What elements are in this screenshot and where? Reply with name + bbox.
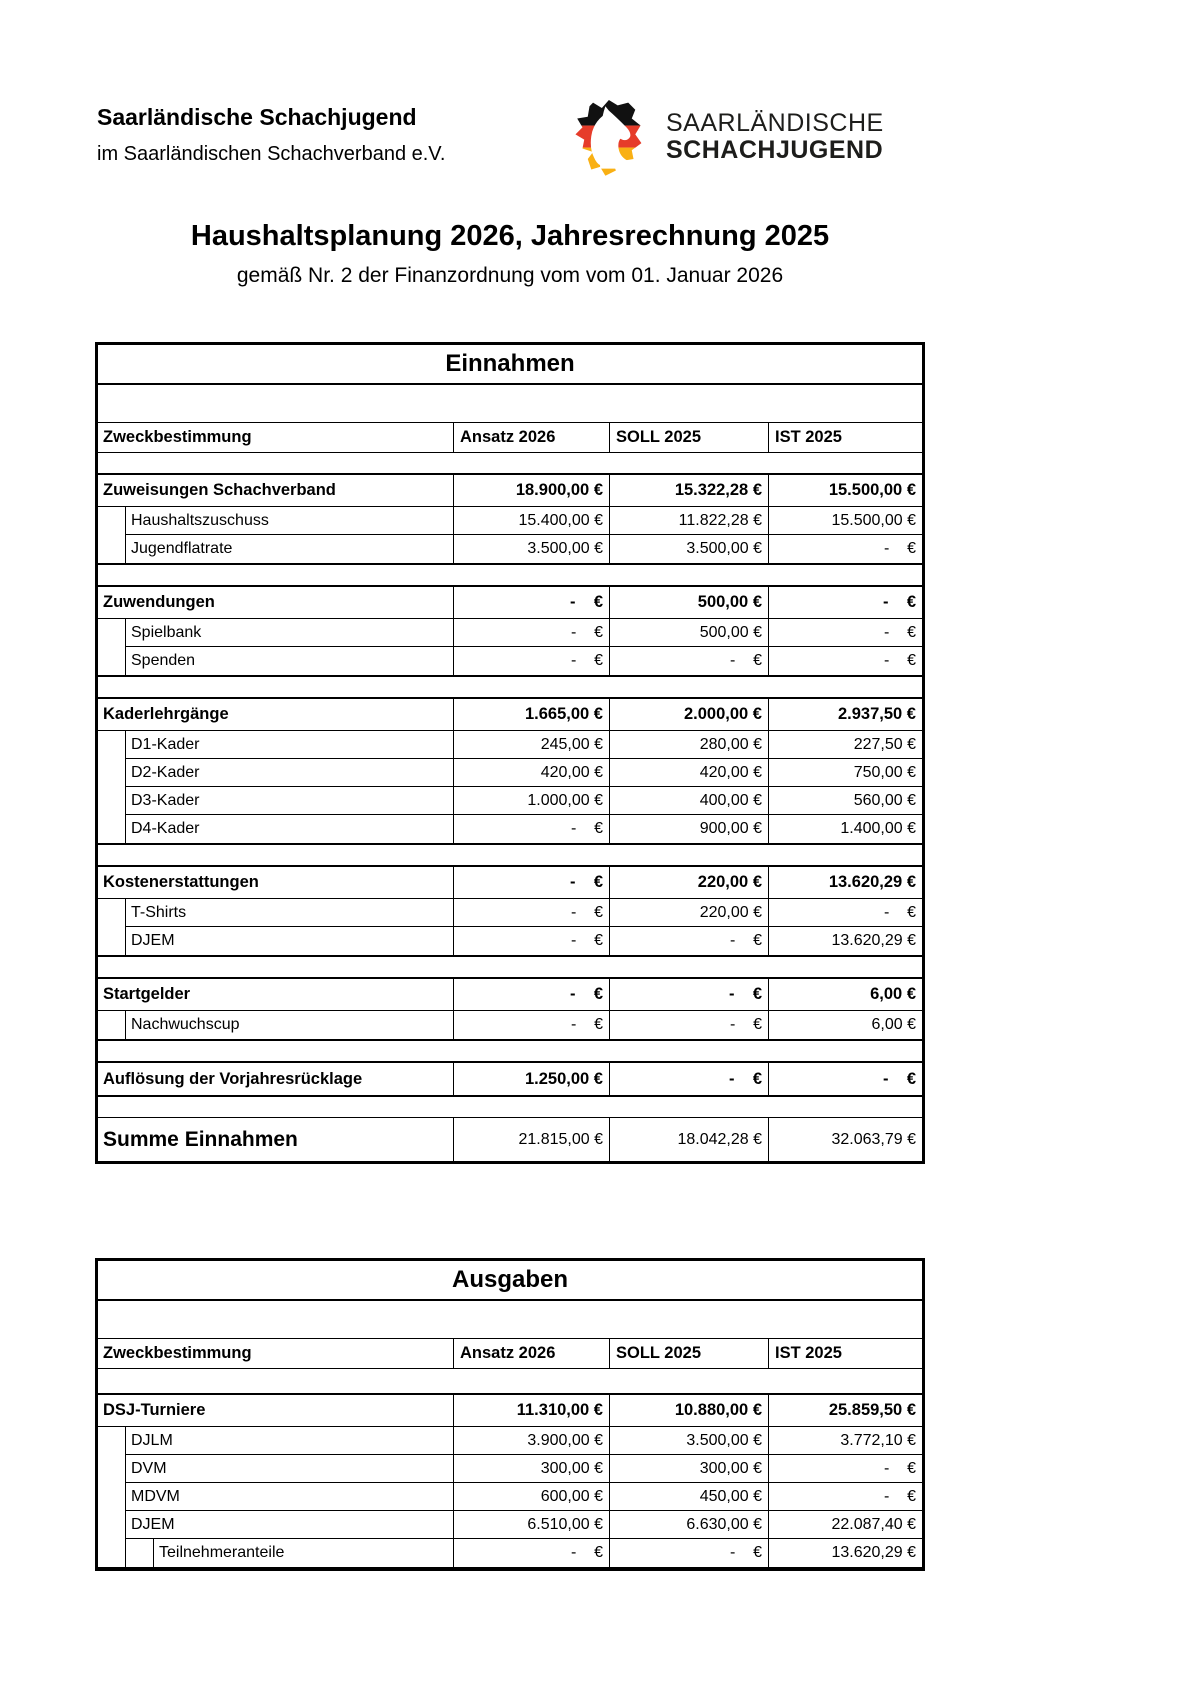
column-header-label: Zweckbestimmung (103, 428, 252, 446)
item-value: - € (768, 647, 922, 675)
section-value: - € (768, 1063, 922, 1095)
item-value: 3.500,00 € (609, 1427, 768, 1455)
table-title: Einnahmen (98, 345, 922, 385)
indent-cell (98, 787, 126, 815)
item-value: 220,00 € (609, 899, 768, 927)
column-header: IST 2025 (768, 423, 922, 452)
column-header: Ansatz 2026 (453, 1339, 609, 1368)
item-value: - € (453, 619, 609, 647)
section-value: 25.859,50 € (768, 1395, 922, 1426)
spacer-row (98, 453, 922, 473)
document-subtitle: gemäß Nr. 2 der Finanzordnung vom vom 01. Januar 2026 (236, 264, 784, 287)
item-value: 560,00 € (768, 787, 922, 815)
section-value: 15.322,28 € (609, 475, 768, 506)
item-value: - € (453, 1539, 609, 1567)
org-header (97, 104, 445, 166)
section-value: - € (609, 1063, 768, 1095)
section-row (98, 699, 922, 731)
item-value: 3.900,00 € (453, 1427, 609, 1455)
indent-cell (98, 619, 126, 647)
item-row (98, 787, 922, 815)
item-value: 3.500,00 € (453, 535, 609, 563)
item-label: T-Shirts (126, 899, 453, 927)
section-group (98, 697, 922, 845)
item-row (98, 535, 922, 563)
section-value: - € (609, 979, 768, 1010)
item-value: 13.620,29 € (768, 1539, 922, 1567)
item-value: 300,00 € (453, 1455, 609, 1483)
item-row (98, 647, 922, 675)
item-value: 900,00 € (609, 815, 768, 843)
column-header: SOLL 2025 (609, 423, 768, 452)
item-label: D4-Kader (131, 820, 200, 837)
section-label: Kostenerstattungen (103, 873, 259, 891)
item-row (98, 815, 922, 843)
spacer-row (98, 957, 922, 977)
saarland-map-knight-icon (564, 96, 652, 178)
item-row (98, 1511, 922, 1539)
item-value: 227,50 € (768, 731, 922, 759)
section-value: 13.620,29 € (768, 867, 922, 898)
section-group (98, 1061, 922, 1097)
section-value: 1.250,00 € (453, 1063, 609, 1095)
item-value: 6.510,00 € (453, 1511, 609, 1539)
section-group (98, 1393, 922, 1569)
item-value: - € (453, 927, 609, 955)
item-value: 500,00 € (609, 619, 768, 647)
section-value: 11.310,00 € (453, 1395, 609, 1426)
indent-cell (98, 1483, 126, 1511)
item-label: Spenden (131, 652, 196, 669)
item-value: 245,00 € (453, 731, 609, 759)
item-value: - € (768, 535, 922, 563)
item-label: D2-Kader (126, 759, 453, 787)
section-value: 220,00 € (609, 867, 768, 898)
document-title-block (95, 220, 925, 288)
item-label: Jugendflatrate (131, 540, 233, 557)
item-value: - € (453, 899, 609, 927)
item-value: - € (453, 1011, 609, 1039)
item-row (98, 731, 922, 759)
item-row (98, 1483, 922, 1511)
item-row (98, 1427, 922, 1455)
section-value: 18.900,00 € (453, 475, 609, 506)
item-value: - € (453, 647, 609, 675)
item-value: 15.400,00 € (453, 507, 609, 535)
item-value: 400,00 € (609, 787, 768, 815)
item-row (98, 1539, 922, 1567)
spacer-row (98, 677, 922, 697)
section-label: Zuwendungen (103, 593, 215, 611)
spacer-row (98, 1097, 922, 1117)
item-value: - € (768, 619, 922, 647)
total-value: 21.815,00 € (453, 1118, 609, 1161)
item-row (98, 759, 922, 787)
item-value: 420,00 € (609, 759, 768, 787)
item-value: 15.500,00 € (768, 507, 922, 535)
section-label: Auflösung der Vorjahresrücklage (103, 1069, 363, 1088)
section-value: 2.937,50 € (768, 699, 922, 730)
total-value: 18.042,28 € (609, 1118, 768, 1161)
section-value: 10.880,00 € (609, 1395, 768, 1426)
item-label: DJEM (126, 1511, 453, 1539)
indent-cell (98, 1427, 126, 1455)
section-row (98, 979, 922, 1011)
item-label: DJLM (126, 1427, 453, 1455)
item-value: 3.772,10 € (768, 1427, 922, 1455)
logo-wordmark (666, 110, 884, 164)
item-label: Spielbank (126, 619, 453, 647)
item-value: 750,00 € (768, 759, 922, 787)
section-value: - € (768, 587, 922, 618)
section-row (98, 1395, 922, 1427)
section-group (98, 865, 922, 957)
item-value: 11.822,28 € (609, 507, 768, 535)
item-value: - € (609, 927, 768, 955)
item-value: - € (609, 1539, 768, 1567)
item-value: - € (768, 1483, 922, 1511)
item-value: - € (453, 815, 609, 843)
section-value: - € (453, 979, 609, 1010)
column-header: IST 2025 (768, 1339, 922, 1368)
indent-cell (98, 731, 126, 759)
column-header: SOLL 2025 (609, 1339, 768, 1368)
item-value: 450,00 € (609, 1483, 768, 1511)
spacer-row (98, 1369, 922, 1393)
item-value: 280,00 € (609, 731, 768, 759)
item-row (98, 619, 922, 647)
indent-cell (98, 647, 126, 675)
column-header: Ansatz 2026 (453, 423, 609, 452)
indent-cell (98, 535, 126, 563)
item-value: 6.630,00 € (609, 1511, 768, 1539)
item-label: Nachwuchscup (131, 1016, 240, 1033)
total-value: 32.063,79 € (768, 1118, 922, 1161)
document-title: Haushaltsplanung 2026, Jahresrechnung 2025 (190, 220, 830, 252)
item-row (98, 1455, 922, 1483)
item-value: - € (609, 647, 768, 675)
section-label: Startgelder (103, 985, 191, 1003)
item-label: MDVM (126, 1483, 453, 1511)
indent-cell (98, 815, 126, 843)
indent-cell (98, 1455, 126, 1483)
indent-cell (98, 759, 126, 787)
section-row (98, 1063, 922, 1095)
item-value: 300,00 € (609, 1455, 768, 1483)
section-label: DSJ-Turniere (103, 1401, 206, 1419)
section-value: 2.000,00 € (609, 699, 768, 730)
indent-cell (98, 899, 126, 927)
section-label: Kaderlehrgänge (103, 705, 229, 723)
org-name: Saarländische Schachjugend (97, 104, 417, 130)
total-label: Summe Einnahmen (103, 1127, 298, 1151)
item-value: - € (609, 1011, 768, 1039)
item-row (98, 507, 922, 535)
item-value: 1.400,00 € (768, 815, 922, 843)
section-value: 6,00 € (768, 979, 922, 1010)
section-value: - € (453, 867, 609, 898)
section-row (98, 867, 922, 899)
section-label: Zuweisungen Schachverband (103, 481, 336, 499)
item-value: 1.000,00 € (453, 787, 609, 815)
section-value: 500,00 € (609, 587, 768, 618)
total-row (98, 1117, 922, 1161)
section-value: 15.500,00 € (768, 475, 922, 506)
column-header-label: Zweckbestimmung (103, 1344, 252, 1362)
logo-wordmark-line2: SCHACHJUGEND (666, 136, 884, 164)
item-value: - € (768, 1455, 922, 1483)
item-label: Teilnehmeranteile (159, 1544, 285, 1561)
spacer-row (98, 1041, 922, 1061)
column-header-row (98, 423, 922, 453)
item-value: 22.087,40 € (768, 1511, 922, 1539)
item-label: DJEM (131, 932, 175, 949)
item-row (98, 899, 922, 927)
section-group (98, 585, 922, 677)
item-label: D3-Kader (126, 787, 453, 815)
item-value: 6,00 € (768, 1011, 922, 1039)
item-value: 600,00 € (453, 1483, 609, 1511)
spacer-row (98, 845, 922, 865)
indent-cell (126, 1539, 154, 1567)
item-row (98, 1011, 922, 1039)
item-value: 420,00 € (453, 759, 609, 787)
item-label: Haushaltszuschuss (126, 507, 453, 535)
org-logo (564, 96, 884, 178)
indent-cell (98, 507, 126, 535)
ausgaben-table (95, 1258, 925, 1571)
item-row (98, 927, 922, 955)
spacer-row (98, 1301, 922, 1339)
org-subline: im Saarländischen Schachverband e.V. (97, 143, 446, 165)
section-value: 1.665,00 € (453, 699, 609, 730)
item-value: - € (768, 899, 922, 927)
column-header-row (98, 1339, 922, 1369)
indent-cell (98, 927, 126, 955)
item-label: D1-Kader (126, 731, 453, 759)
item-label: DVM (126, 1455, 453, 1483)
logo-wordmark-line1: SAARLÄNDISCHE (666, 109, 884, 137)
section-row (98, 475, 922, 507)
indent-cell (98, 1511, 126, 1539)
indent-cell (98, 1011, 126, 1039)
section-group (98, 977, 922, 1041)
section-value: - € (453, 587, 609, 618)
item-value: 13.620,29 € (768, 927, 922, 955)
table-title: Ausgaben (98, 1261, 922, 1301)
section-group (98, 473, 922, 565)
spacer-row (98, 385, 922, 423)
section-row (98, 587, 922, 619)
einnahmen-table (95, 342, 925, 1164)
spacer-row (98, 565, 922, 585)
item-value: 3.500,00 € (609, 535, 768, 563)
indent-cell (98, 1539, 126, 1567)
